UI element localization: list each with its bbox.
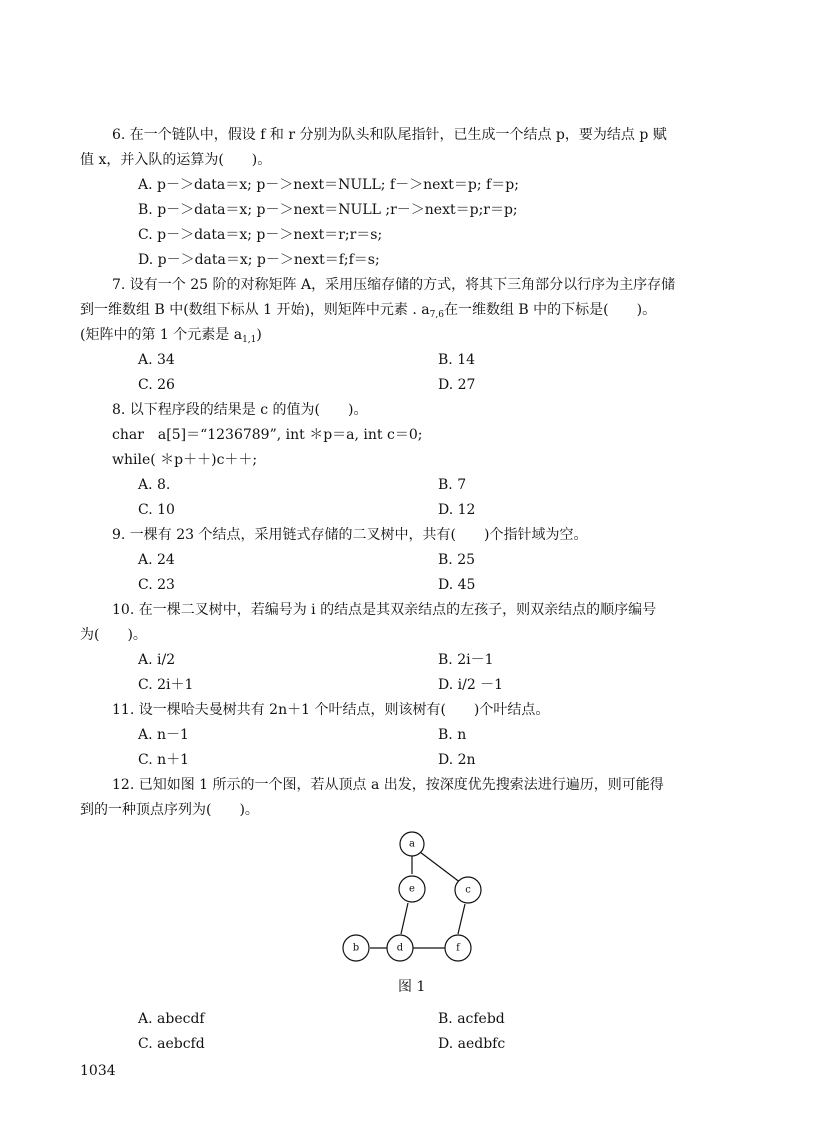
q10-option-c: C. 2i＋1 bbox=[138, 677, 194, 693]
q12-stem-line1: 12. 已知如图 1 所示的一个图，若从顶点 a 出发，按深度优先搜索法进行遍历，则可能得 bbox=[112, 777, 664, 793]
q9-stem: 9. 一棵有 23 个结点，采用链式存储的二叉树中，共有( )个指针域为空。 bbox=[112, 527, 588, 543]
q6-option-b: B. p－＞data＝x; p－＞next＝NULL ;r－＞next＝p;r＝p; bbox=[138, 202, 518, 218]
q8-option-d: D. 12 bbox=[438, 502, 476, 518]
q6-stem-line1: 6. 在一个链队中，假设 f 和 r 分别为队头和队尾指针，已生成一个结点 p，要为结点 p 赋 bbox=[112, 127, 667, 143]
svg-text:c: c bbox=[465, 884, 471, 896]
figure-caption: 图 1 bbox=[398, 979, 426, 995]
vertex-c bbox=[455, 877, 481, 903]
graph-figure bbox=[330, 820, 490, 970]
edge-c-f bbox=[458, 904, 465, 934]
svg-text:b: b bbox=[352, 942, 360, 954]
q7-option-d: D. 27 bbox=[438, 377, 476, 393]
q7-option-c: C. 26 bbox=[138, 377, 175, 393]
vertex-e bbox=[399, 876, 425, 902]
q12-stem-line2: 到的一种顶点序列为( )。 bbox=[80, 802, 259, 818]
svg-text:a: a bbox=[409, 838, 415, 850]
vertex-f bbox=[445, 935, 471, 961]
q8-option-b: B. 7 bbox=[438, 477, 467, 493]
q11-option-c: C. n＋1 bbox=[138, 752, 190, 768]
q11-stem: 11. 设一棵哈夫曼树共有 2n＋1 个叶结点，则该树有( )个叶结点。 bbox=[112, 702, 550, 718]
q8-code-line2: while( ＊p＋＋)c＋＋; bbox=[112, 452, 258, 468]
svg-text:f: f bbox=[456, 942, 460, 954]
q11-option-b: B. n bbox=[438, 727, 467, 743]
q12-option-c: C. aebcfd bbox=[138, 1036, 205, 1052]
vertex-a bbox=[400, 832, 424, 856]
q7-option-b: B. 14 bbox=[438, 352, 476, 368]
q8-option-a: A. 8. bbox=[138, 477, 171, 493]
q9-option-c: C. 23 bbox=[138, 577, 175, 593]
svg-text:e: e bbox=[409, 883, 415, 895]
q8-code-line1: char a[5]＝“1236789”, int ＊p＝a, int c＝0; bbox=[112, 427, 423, 443]
q12-option-d: D. aedbfc bbox=[438, 1036, 506, 1052]
q7-stem-line3: (矩阵中的第 1 个元素是 $a_{1,1}$) bbox=[80, 327, 262, 345]
vertex-d bbox=[387, 935, 413, 961]
edge-e-d bbox=[401, 903, 408, 934]
q10-option-a: A. i/2 bbox=[138, 652, 176, 668]
q8-option-c: C. 10 bbox=[138, 502, 175, 518]
q7-stem-line2: 到一维数组 B 中(数组下标从 1 开始)，则矩阵中元素 . $a_{7,6}$在一维数组 B 中的下标是( )。 bbox=[80, 302, 657, 320]
q10-option-d: D. i/2 －1 bbox=[438, 677, 504, 693]
q10-option-b: B. 2i－1 bbox=[438, 652, 494, 668]
q9-option-a: A. 24 bbox=[138, 552, 175, 568]
page-number: 1034 bbox=[80, 1063, 116, 1079]
vertex-b bbox=[343, 935, 369, 961]
q12-option-b: B. acfebd bbox=[438, 1011, 505, 1027]
q12-option-a: A. abecdf bbox=[138, 1011, 205, 1027]
q10-stem-line1: 10. 在一棵二叉树中，若编号为 i 的结点是其双亲结点的左孩子，则双亲结点的顺序编号 bbox=[112, 602, 657, 618]
edge-a-c bbox=[420, 852, 461, 883]
q11-option-d: D. 2n bbox=[438, 752, 476, 768]
q9-option-d: D. 45 bbox=[438, 577, 476, 593]
q11-option-a: A. n－1 bbox=[138, 727, 189, 743]
svg-text:d: d bbox=[396, 942, 404, 954]
q7-option-a: A. 34 bbox=[138, 352, 175, 368]
q6-option-d: D. p－＞data＝x; p－＞next＝f;f＝s; bbox=[138, 252, 380, 268]
q7-stem-line1: 7. 设有一个 25 阶的对称矩阵 A，采用压缩存储的方式，将其下三角部分以行序为主序存储 bbox=[112, 277, 676, 293]
q10-stem-line2: 为( )。 bbox=[80, 627, 147, 643]
q8-stem: 8. 以下程序段的结果是 c 的值为( )。 bbox=[112, 402, 368, 418]
q9-option-b: B. 25 bbox=[438, 552, 476, 568]
q6-option-a: A. p－＞data＝x; p－＞next＝NULL; f－＞next＝p; f＝p; bbox=[138, 177, 519, 193]
q6-stem-line2: 值 x，并入队的运算为( )。 bbox=[80, 152, 272, 168]
q6-option-c: C. p－＞data＝x; p－＞next＝r;r＝s; bbox=[138, 227, 383, 243]
